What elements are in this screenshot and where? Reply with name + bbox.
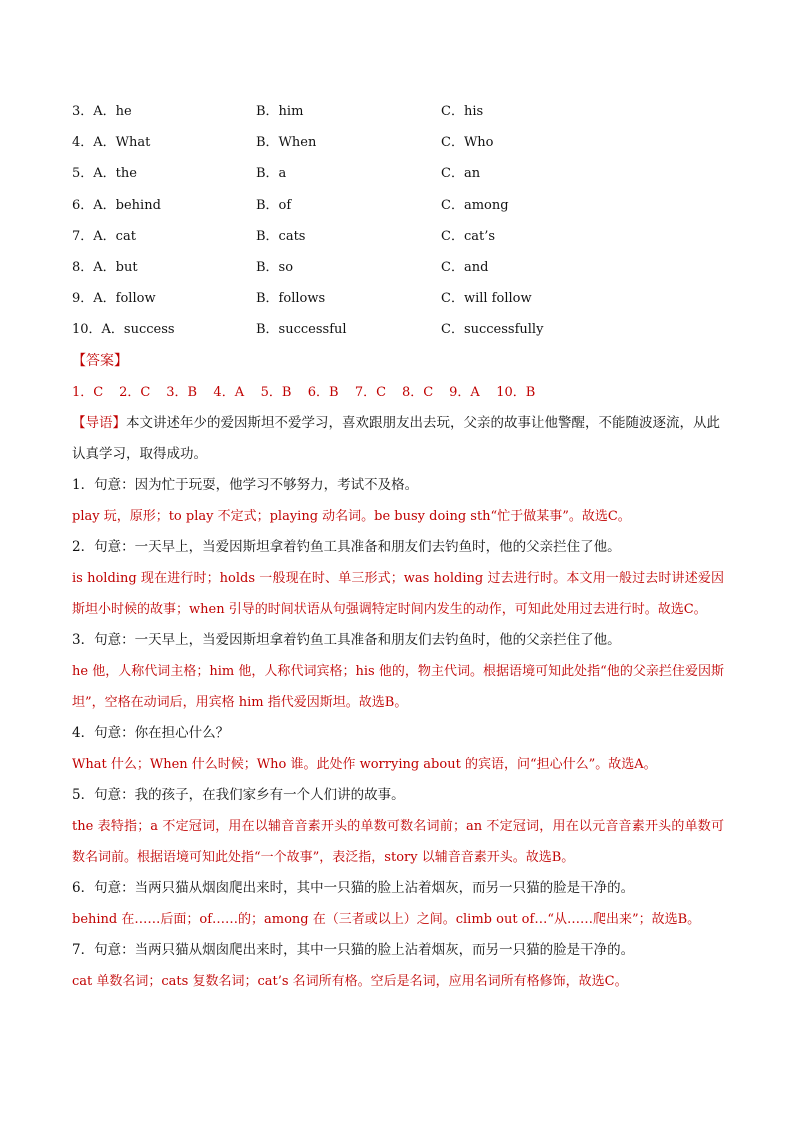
answer-item: 5．B bbox=[260, 385, 292, 400]
option-b: B．successful bbox=[256, 322, 347, 338]
option-row bbox=[72, 257, 732, 288]
option-a: 9．A．follow bbox=[72, 291, 156, 307]
option-c: C．his bbox=[441, 104, 484, 119]
item-meaning: 5．句意：我的孩子，在我们家乡有一个人们讲的故事。 bbox=[72, 787, 405, 803]
item-explanation: behind 在……后面；of……的；among 在（三者或以上）之间。climb out of…“从……爬出来”；故选B。 bbox=[72, 912, 701, 927]
answer-item: 2．C bbox=[119, 385, 151, 400]
option-c: C．will follow bbox=[441, 291, 532, 307]
item-explanation: What 什么；When 什么时候；Who 谁。此处作 worrying about 的宾语，问“担心什么”。故选A。 bbox=[72, 757, 657, 772]
option-c: C．cat’s bbox=[441, 228, 496, 244]
option-c: C．Who bbox=[441, 135, 494, 151]
answer-item: 8．C bbox=[401, 385, 434, 400]
answer-item: 3．B bbox=[166, 385, 198, 400]
option-row bbox=[72, 101, 732, 132]
option-row bbox=[72, 226, 732, 257]
option-b: B．When bbox=[256, 135, 317, 151]
option-b: B．follows bbox=[256, 291, 326, 307]
intro-label: 【导语】 bbox=[72, 415, 126, 431]
option-a: 5．A．the bbox=[72, 166, 137, 182]
option-b: B．of bbox=[256, 197, 292, 213]
item-explanation: cat 单数名词；cats 复数名词；cat’s 名词所有格。空后是名词，应用名词所有格修饰，故选C。 bbox=[72, 974, 628, 989]
item-explanation: play 玩，原形；to play 不定式；playing 动名词。be busy doing sth“忙于做某事”。故选C。 bbox=[72, 509, 631, 524]
item-explanation: the 表特指；a 不定冠词，用在以辅音音素开头的单数可数名词前；an 不定冠词，用在以元音音素开头的单数可数名词前。根据语境可知此处指“一个故事”，表泛指，story 以辅音音素开头。故选B。 bbox=[72, 819, 724, 865]
option-row bbox=[72, 163, 732, 194]
item-meaning: 3．句意：一天早上，当爱因斯坦拿着钓鱼工具准备和朋友们去钓鱼时，他的父亲拦住了他。 bbox=[72, 632, 621, 648]
answer-item: 6．B bbox=[307, 385, 339, 400]
answer-item: 7．C bbox=[354, 385, 387, 400]
option-b: B．so bbox=[256, 259, 294, 275]
answer-item: 4．A bbox=[213, 385, 245, 400]
option-b: B．a bbox=[256, 166, 287, 182]
item-meaning: 6．句意：当两只猫从烟囱爬出来时，其中一只猫的脸上沾着烟灰，而另一只猫的脸是干净的。 bbox=[72, 880, 635, 896]
item-meaning: 2．句意：一天早上，当爱因斯坦拿着钓鱼工具准备和朋友们去钓鱼时，他的父亲拦住了他。 bbox=[72, 539, 621, 555]
option-a: 3．A．he bbox=[72, 104, 132, 119]
answer-key bbox=[72, 377, 724, 408]
answer-item: 1．C bbox=[72, 385, 104, 400]
option-c: C．an bbox=[441, 166, 481, 182]
option-b: B．cats bbox=[256, 228, 306, 244]
item-explanation: he 他，人称代词主格；him 他，人称代词宾格；his 他的，物主代词。根据语境可知此处指“他的父亲拦住爱因斯坦”，空格在动词后，用宾格 him 指代爱因斯坦。故选B。 bbox=[72, 664, 724, 710]
item-explanation: is holding 现在进行时；holds 一般现在时、单三形式；was holding 过去进行时。本文用一般过去时讲述爱因斯坦小时候的故事；when 引导的时间状语从句强调特定时间内发生的动作，可知此处用过去进行时。故选C。 bbox=[72, 571, 724, 617]
option-a: 8．A．but bbox=[72, 259, 138, 275]
options-list bbox=[72, 101, 732, 351]
answer-heading: 【答案】 bbox=[72, 353, 128, 369]
option-a: 7．A．cat bbox=[72, 228, 136, 244]
option-row bbox=[72, 195, 732, 226]
option-a: 10．A．success bbox=[72, 322, 175, 338]
option-b: B．him bbox=[256, 104, 304, 119]
answer-item: 10．B bbox=[496, 385, 536, 400]
option-a: 4．A．What bbox=[72, 135, 151, 151]
intro-paragraph bbox=[72, 408, 724, 470]
option-c: C．and bbox=[441, 259, 489, 275]
answer-item: 9．A bbox=[449, 385, 480, 400]
option-a: 6．A．behind bbox=[72, 197, 161, 213]
option-row bbox=[72, 132, 732, 163]
answer-section bbox=[72, 346, 724, 997]
item-meaning: 7．句意：当两只猫从烟囱爬出来时，其中一只猫的脸上沾着烟灰，而另一只猫的脸是干净的。 bbox=[72, 942, 635, 958]
item-meaning: 4．句意：你在担心什么？ bbox=[72, 725, 230, 741]
option-c: C．successfully bbox=[441, 322, 544, 338]
intro-text: 本文讲述年少的爱因斯坦不爱学习，喜欢跟朋友出去玩，父亲的故事让他警醒，不能随波逐流，从此认真学习，取得成功。 bbox=[72, 415, 720, 462]
option-c: C．among bbox=[441, 197, 509, 213]
option-row bbox=[72, 288, 732, 319]
item-meaning: 1．句意：因为忙于玩耍，他学习不够努力，考试不及格。 bbox=[72, 477, 419, 493]
